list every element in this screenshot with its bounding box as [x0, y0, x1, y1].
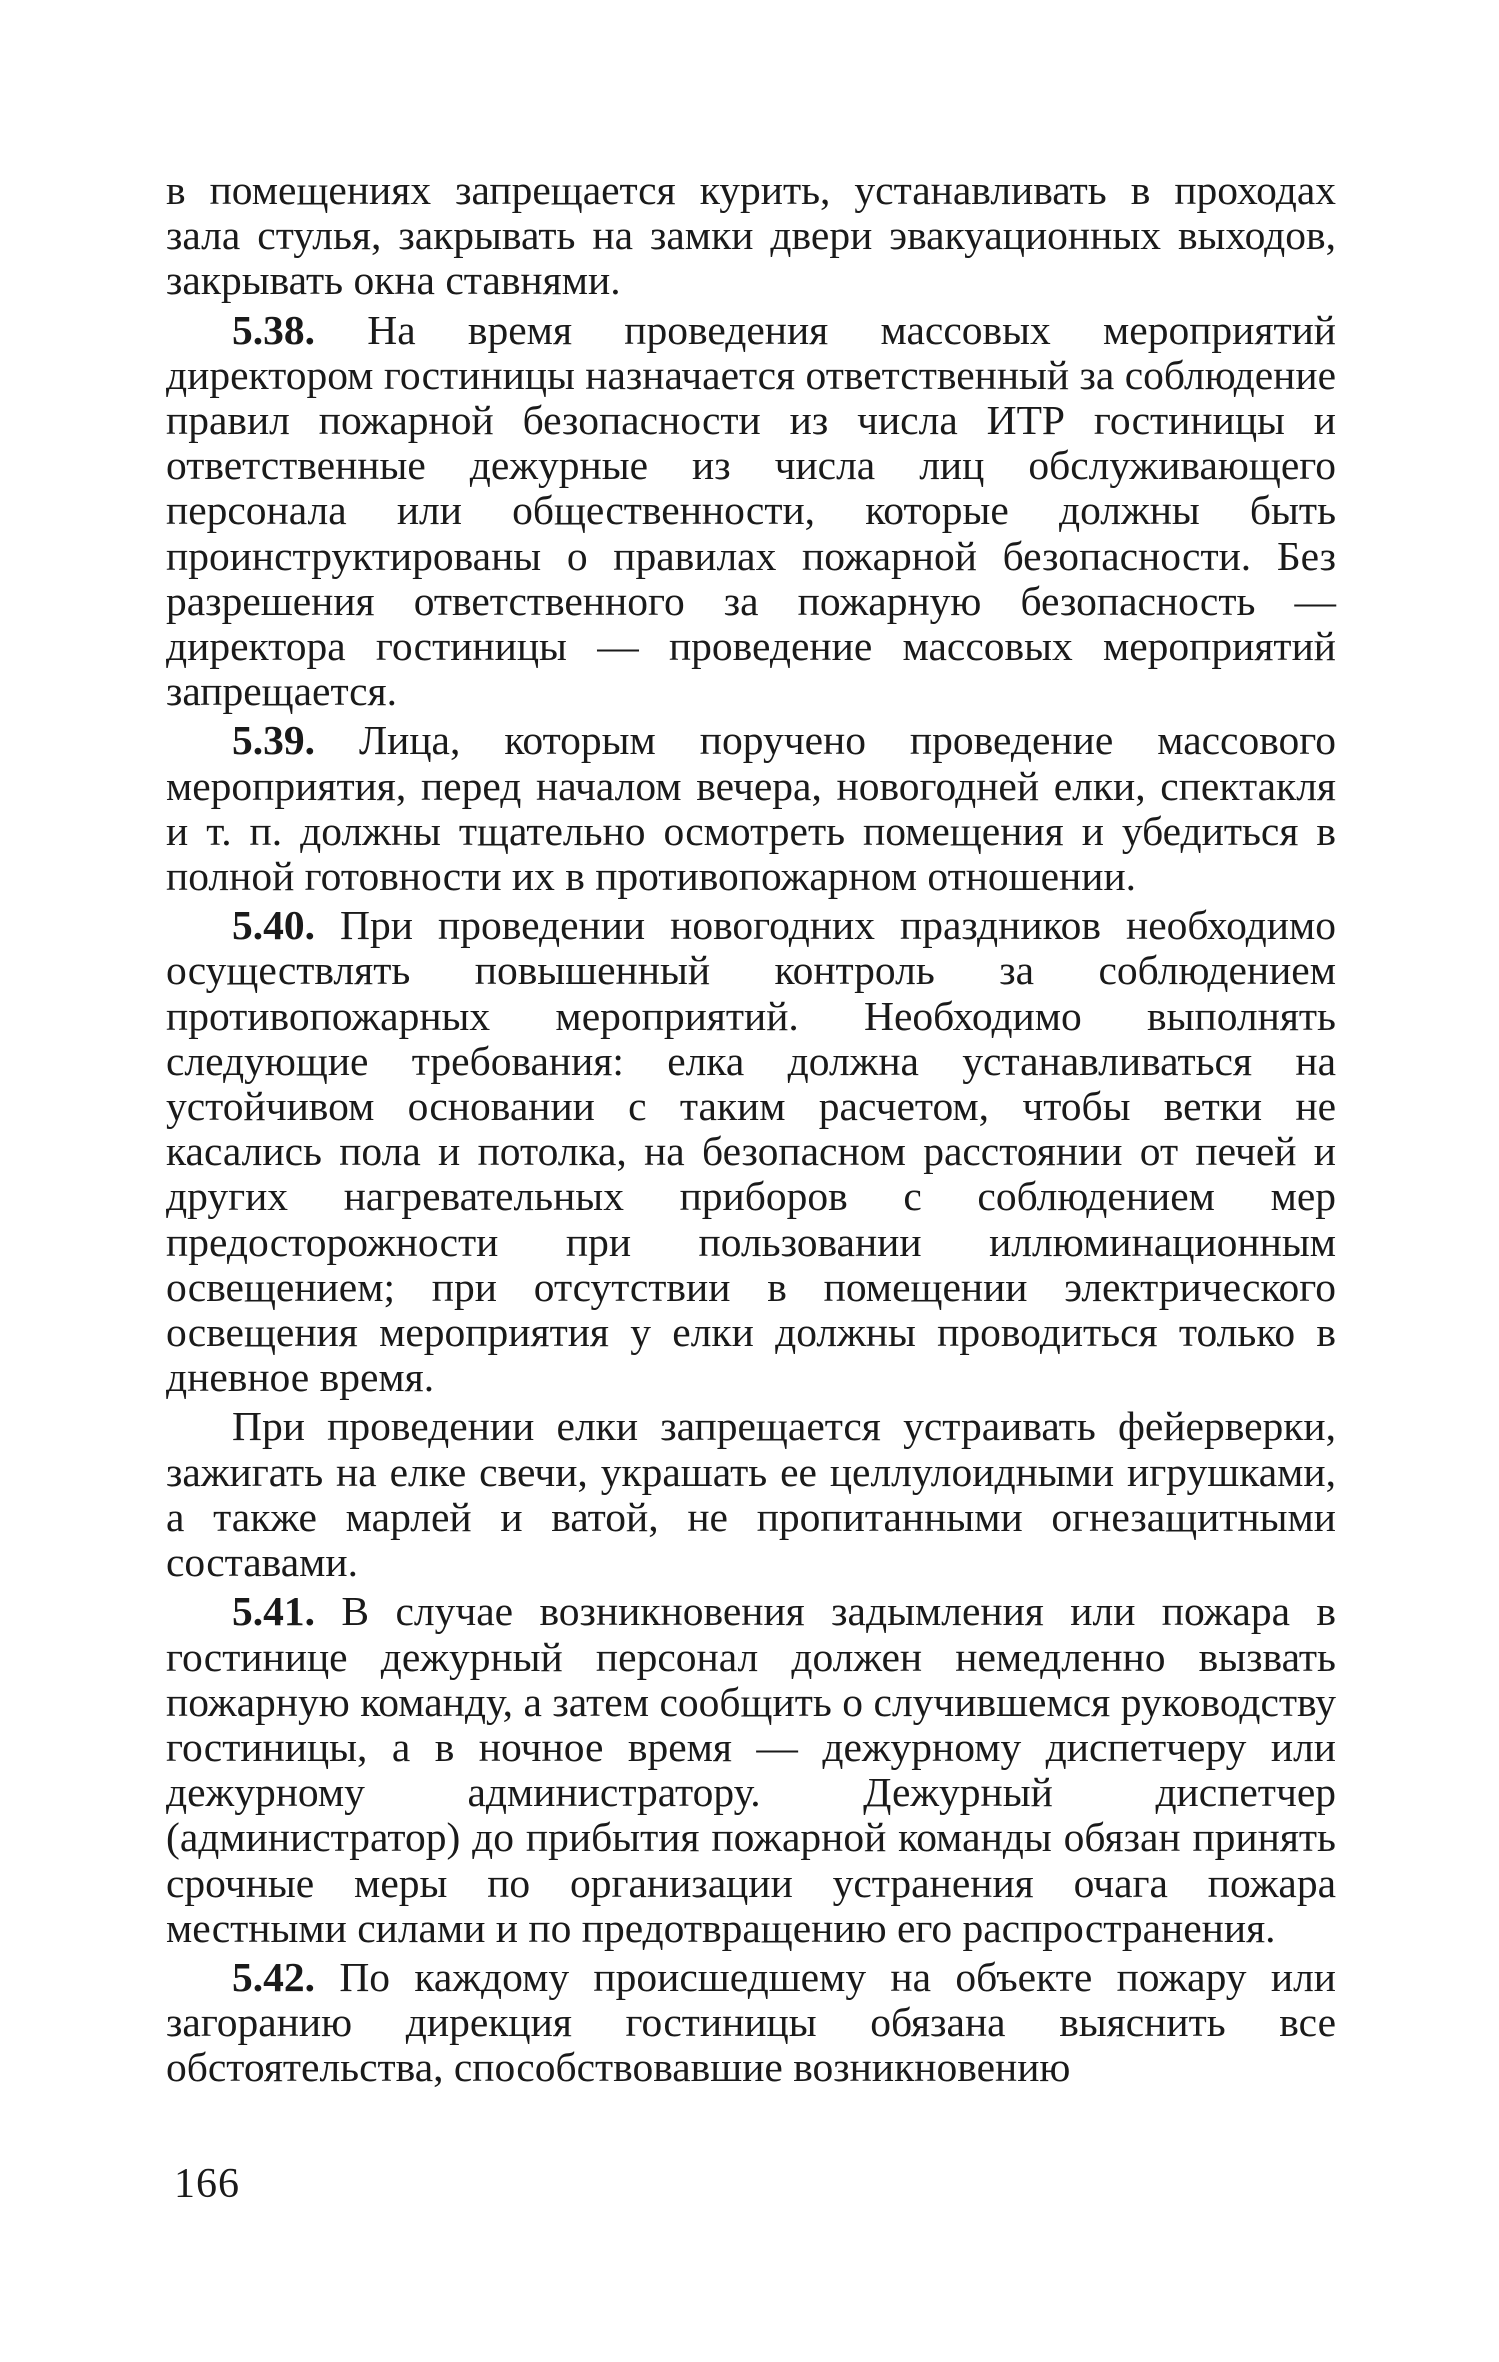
section-number: 5.42. — [232, 1953, 315, 2000]
paragraph-text: Лица, которым поручено проведение массового мероприятия, перед началом вечера, новогодней елки, спектакля и т. п. должны тщательно осмотреть помещения и убедиться в полной готовности их в противопожарном отношении. — [166, 717, 1337, 900]
section-number: 5.39. — [232, 717, 315, 764]
section-number: 5.38. — [232, 306, 315, 353]
paragraph-continuation — [166, 168, 1336, 304]
paragraph-text: В случае возникновения задымления или пожара в гостинице дежурный персонал должен немедленно вызвать пожарную команду, а затем сообщить о случившемся руководству гостиницы, а в ночное время — дежурному диспетчеру или дежурному администратору. Дежурный диспетчер (администратор) до прибытия пожарной команды обязан принять срочные меры по организации устранения очага пожара местными силами и по предотвращению его распространения. — [166, 1588, 1336, 1951]
paragraph-5-40 — [166, 903, 1336, 1400]
paragraph-text: По каждому происшедшему на объекте пожару или загоранию дирекция гостиницы обязана выяснить все обстоятельства, способствовавшие возникновению — [166, 1953, 1336, 2091]
paragraph-text: При проведении елки запрещается устраивать фейерверки, зажигать на елке свечи, украшать ее целлулоидными игрушками, а также марлей и ватой, не пропитанными огнезащитными составами. — [166, 1403, 1336, 1586]
book-page — [166, 168, 1336, 2188]
paragraph-5-39 — [166, 718, 1336, 899]
paragraph-text: в помещениях запрещается курить, устанавливать в проходах зала стулья, закрывать на замки двери эвакуационных выходов, закрывать окна ставнями. — [166, 167, 1336, 304]
section-number: 5.41. — [232, 1588, 315, 1635]
paragraph-tree-rules — [166, 1404, 1336, 1585]
paragraph-text: На время проведения массовых мероприятий директором гостиницы назначается ответственный за соблюдение правил пожарной безопасности из числа ИТР гостиницы и ответственные дежурные из числа лиц обслуживающего персонала или общественности, которые должны быть проинструктированы о правилах пожарной безопасности. Без разрешения ответственного за пожарную безопасность — директора гостиницы — проведение массовых мероприятий запрещается. — [166, 306, 1337, 715]
paragraph-5-42 — [166, 1955, 1336, 2091]
page-number: 166 — [174, 2161, 240, 2207]
paragraph-text: При проведении новогодних праздников необходимо осуществлять повышенный контроль за соблюдением противопожарных мероприятий. Необходимо выполнять следующие требования: елка должна устанавливаться на устойчивом основании с таким расчетом, чтобы ветки не касались пола и потолка, на безопасном расстоянии от печей и других нагревательных приборов с соблюдением мер предосторожности при пользовании иллюминационным освещением; при отсутствии в помещении электрического освещения мероприятия у елки должны проводиться только в дневное время. — [166, 902, 1337, 1401]
section-number: 5.40. — [232, 902, 315, 949]
paragraph-5-38 — [166, 308, 1336, 715]
paragraph-5-41 — [166, 1589, 1336, 1951]
